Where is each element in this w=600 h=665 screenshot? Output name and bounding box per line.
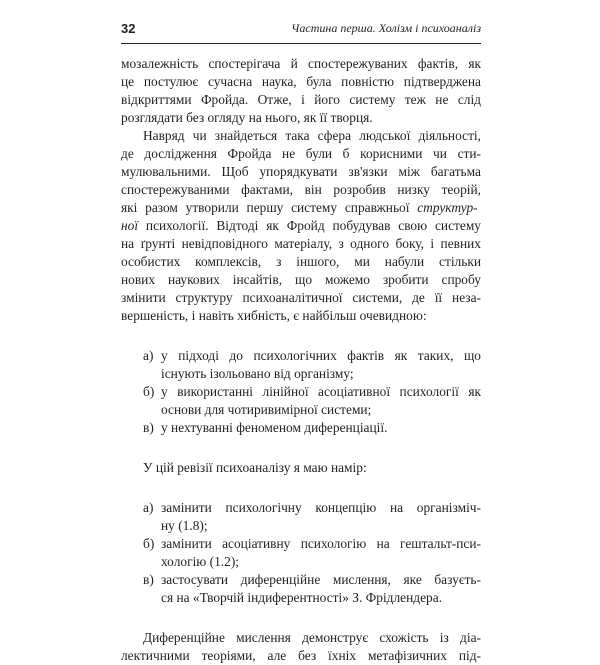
- text-line: спостережуваними фактами, він розробив низку теорій,: [121, 182, 481, 197]
- text-line-with-italic: [121, 199, 481, 217]
- text-fragment: психології. Відтоді як Фройд побудував свою систему: [145, 218, 481, 233]
- list-problems: [143, 347, 481, 437]
- text-line: хологію (1.2);: [161, 554, 240, 569]
- list-item: [143, 571, 481, 607]
- text-line: Диференційне мислення демонструє схожість із діа-: [143, 630, 481, 645]
- text-line: у нехтуванні феноменом диференціації.: [161, 420, 388, 435]
- spacer: [121, 607, 481, 629]
- list-marker: в): [143, 420, 154, 435]
- text-line: застосувати диференційне мислення, яке базуєть-: [161, 572, 481, 587]
- list-marker: а): [143, 500, 154, 515]
- spacer: [121, 437, 481, 459]
- list-item: [143, 419, 481, 437]
- text-line: змінити структуру психоаналітичної системи, де її неза-: [121, 290, 481, 305]
- text-line-with-italic: [121, 217, 481, 235]
- text-line: у підході до психологічних фактів як таких, що: [161, 348, 481, 363]
- text-line: вершеність, і навіть хибність, є найбільш очевидною:: [121, 308, 427, 323]
- list-item: [143, 347, 481, 383]
- text-line: це постулює сучасна наука, була повністю підтверджена: [121, 74, 481, 89]
- spacer: [121, 325, 481, 347]
- italic-term: структур-: [417, 200, 481, 215]
- list-marker: б): [143, 384, 155, 399]
- text-line: ну (1.8);: [161, 518, 208, 533]
- list-marker: а): [143, 348, 154, 363]
- text-fragment: які разом утворили першу систему справжньої: [121, 200, 410, 215]
- text-line: особистих комплексів, з іншого, ми набули стільки: [121, 254, 481, 269]
- list-intentions: [143, 499, 481, 607]
- list-item: [143, 383, 481, 419]
- paragraph-3: [121, 459, 481, 477]
- page-header: [121, 21, 481, 44]
- text-line: основи для чотиривимірної системи;: [161, 402, 372, 417]
- text-line: нових наукових інсайтів, що можемо зробити спробу: [121, 272, 481, 287]
- text-line: лектичними теоріями, але без їхніх метафізичних під-: [121, 648, 481, 663]
- text-line: замінити психологічну концепцію на організміч-: [161, 500, 481, 515]
- spacer: [121, 477, 481, 499]
- list-marker: в): [143, 572, 154, 587]
- list-marker: б): [143, 536, 155, 551]
- text-line: У цій ревізії психоаналізу я маю намір:: [143, 460, 367, 475]
- text-line: мулювальними. Щоб упорядкувати зв'язки між багатьма: [121, 164, 481, 179]
- text-line: мозалежність спостерігача й спостережуваних фактів, як: [121, 56, 481, 71]
- text-line: відкриттями Фройда. Отже, і його систему теж не слід: [121, 92, 481, 107]
- paragraph-2: [121, 127, 481, 325]
- text-line: замінити асоціативну психологію на гештальт-пси-: [161, 536, 481, 551]
- running-head: Частина перша. Холізм і психоаналіз: [291, 21, 481, 35]
- text-line: розглядати без огляду на нього, як її творця.: [121, 110, 373, 125]
- page-number: 32: [121, 21, 136, 36]
- text-line: у використанні лінійної асоціативної психології як: [161, 384, 481, 399]
- text-line: де дослідження Фройда не були б корисними чи сти-: [121, 146, 481, 161]
- text-line: ся на «Творчій індиферентності» З. Фрідлендера.: [161, 590, 443, 605]
- text-line: на ґрунті невідповідного матеріалу, з одного боку, і певних: [121, 236, 481, 251]
- paragraph-1: [121, 55, 481, 127]
- text-line: існують ізольовано від організму;: [161, 366, 354, 381]
- text-line: Навряд чи знайдеться така сфера людської діяльності,: [143, 128, 481, 143]
- paragraph-4: [121, 629, 481, 665]
- italic-term: ної: [121, 218, 139, 233]
- list-item: [143, 499, 481, 535]
- page-body: [121, 55, 481, 665]
- list-item: [143, 535, 481, 571]
